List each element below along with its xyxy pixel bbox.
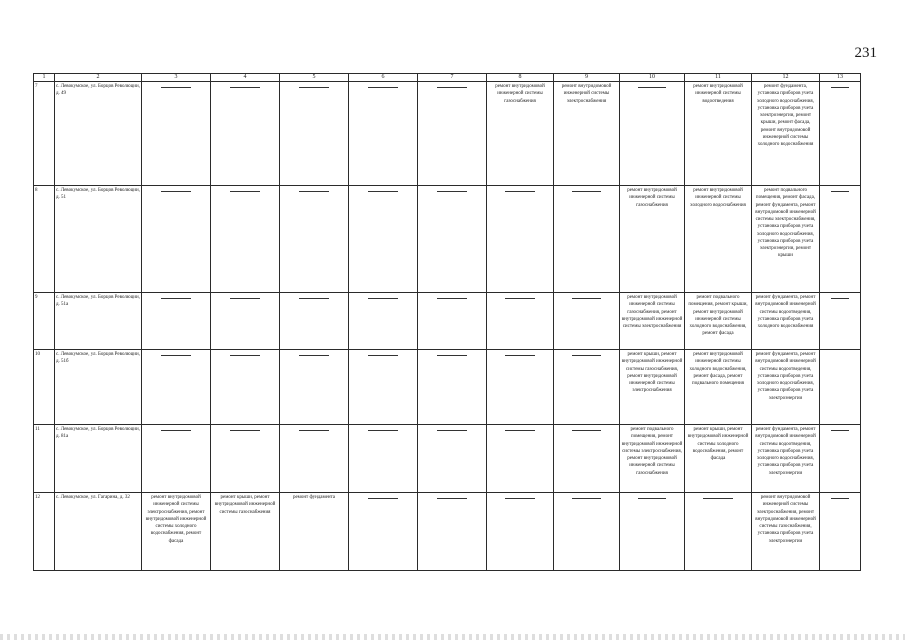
dash-mark (437, 430, 467, 431)
work-cell (620, 186, 685, 293)
cell-text: ремонт внутридомовой инженерной системы газоснабжения, ремонт внутридомовой инженерной системы электроснабжения (621, 295, 683, 329)
cell-text: ремонт фундамента, установка приборов учета холодного водоснабжения, установка приборов учета электроэнергии, ремонт крыши, ремонт фасада, ремонт внутридомовой инженерной системы холодного водоснабжения (757, 84, 814, 147)
cell-text: ремонт крыши, ремонт внутридомовой инженерной системы холодного водоснабжения, ремонт фасада (687, 427, 749, 461)
dash-mark (230, 298, 260, 299)
dash-mark (368, 498, 398, 499)
work-cell (752, 293, 820, 350)
cell-text: 12 (35, 495, 40, 500)
dash-mark (572, 498, 601, 499)
dash-mark (161, 87, 191, 88)
empty-cell (349, 186, 418, 293)
table-row (34, 82, 861, 186)
cell-text: 9 (35, 295, 38, 300)
dash-mark (572, 191, 601, 192)
dash-mark (368, 298, 398, 299)
empty-cell (280, 293, 349, 350)
dash-mark (831, 430, 848, 431)
column-header: 11 (685, 74, 752, 82)
empty-cell (211, 425, 280, 493)
work-cell (752, 186, 820, 293)
empty-cell (554, 186, 620, 293)
empty-cell (418, 350, 487, 425)
work-cell (211, 493, 280, 571)
cell-text: ремонт крыши, ремонт внутридомовой инженерной системы газоснабжения (214, 495, 276, 515)
empty-cell (487, 186, 554, 293)
cell-text: с. Левокумское, ул. Борцов Революции, д. 81а (56, 427, 140, 440)
column-header: 1 (34, 74, 55, 82)
dash-mark (230, 430, 260, 431)
dash-mark (572, 355, 601, 356)
empty-cell (487, 493, 554, 571)
work-cell (620, 425, 685, 493)
cell-text: ремонт фундамента, ремонт внутридомовой инженерной системы водоотведения, установка приборов учета холодного водоснабжения, установка приборов учета электроэнергии (755, 352, 816, 401)
cell-text: ремонт крыши, ремонт внутридомовой инженерной системы газоснабжения, ремонт внутридомовой инженерной системы электроснабжения (621, 352, 683, 394)
empty-cell (820, 82, 861, 186)
work-cell (685, 293, 752, 350)
empty-cell (211, 350, 280, 425)
work-cell (487, 82, 554, 186)
cell-text: ремонт внутридомовой инженерной системы водоотведения (693, 84, 743, 104)
dash-mark (299, 298, 329, 299)
empty-cell (620, 82, 685, 186)
dash-mark (572, 430, 601, 431)
dash-mark (230, 191, 260, 192)
address-cell (55, 425, 142, 493)
empty-cell (349, 425, 418, 493)
column-header: 7 (418, 74, 487, 82)
work-cell (685, 82, 752, 186)
row-number (34, 493, 55, 571)
empty-cell (418, 425, 487, 493)
cell-text: ремонт внутридомовой инженерной системы холодного водоснабжения, ремонт фасада, ремонт подвального помещения (689, 352, 747, 386)
address-cell (55, 293, 142, 350)
dash-mark (437, 298, 467, 299)
dash-mark (831, 298, 848, 299)
cell-text: ремонт внутридомовой инженерной системы электроснабжения, ремонт внутридомовой инженерной системы газоснабжения, установка приборов учета электроэнергии (755, 495, 816, 544)
table-row (34, 493, 861, 571)
dash-mark (505, 430, 534, 431)
empty-cell (487, 350, 554, 425)
dash-mark (299, 87, 329, 88)
empty-cell (554, 425, 620, 493)
column-header: 12 (752, 74, 820, 82)
work-cell (280, 493, 349, 571)
repair-schedule-table (33, 73, 861, 571)
dash-mark (368, 191, 398, 192)
dash-mark (638, 498, 667, 499)
page-number: 231 (854, 45, 877, 61)
cell-text: с. Левокумское, ул. Гагарина, д. 32 (56, 495, 130, 500)
empty-cell (820, 493, 861, 571)
address-cell (55, 82, 142, 186)
empty-cell (142, 425, 211, 493)
cell-text: ремонт внутридомовой инженерной системы газоснабжения (495, 84, 545, 104)
empty-cell (487, 293, 554, 350)
empty-cell (554, 493, 620, 571)
column-header: 10 (620, 74, 685, 82)
empty-cell (280, 186, 349, 293)
row-number (34, 186, 55, 293)
cell-text: ремонт внутридомовой инженерной системы электроснабжения, ремонт внутридомовой инженерной системы холодного водоснабжения, ремонт фасада (145, 495, 207, 544)
dash-mark (831, 498, 848, 499)
empty-cell (418, 293, 487, 350)
table-row (34, 425, 861, 493)
dash-mark (230, 355, 260, 356)
dash-mark (368, 87, 398, 88)
empty-cell (620, 493, 685, 571)
work-cell (685, 186, 752, 293)
row-number (34, 293, 55, 350)
row-number (34, 350, 55, 425)
cell-text: 10 (35, 352, 40, 357)
empty-cell (280, 425, 349, 493)
dash-mark (505, 498, 534, 499)
empty-cell (349, 82, 418, 186)
dash-mark (703, 498, 732, 499)
cell-text: с. Левокумское, ул. Борцов Революции, д. 51 (56, 188, 140, 201)
dash-mark (831, 87, 848, 88)
column-header: 6 (349, 74, 418, 82)
empty-cell (280, 82, 349, 186)
cell-text: ремонт фундамента, ремонт внутридомовой инженерной системы водоотведения, установка приборов учета холодного водоснабжения, установка приборов учета электроэнергии (755, 427, 816, 476)
dash-mark (638, 87, 667, 88)
empty-cell (418, 82, 487, 186)
cell-text: ремонт внутридомовой инженерной системы электроснабжения (561, 84, 612, 104)
address-cell (55, 186, 142, 293)
dash-mark (437, 498, 467, 499)
cell-text: 11 (35, 427, 40, 432)
work-cell (620, 350, 685, 425)
dash-mark (368, 430, 398, 431)
empty-cell (142, 82, 211, 186)
column-header: 9 (554, 74, 620, 82)
dash-mark (161, 191, 191, 192)
cell-text: ремонт фундамента (292, 495, 336, 500)
dash-mark (161, 430, 191, 431)
cell-text: с. Левокумское, ул. Борцов Революции, д. 51б (56, 352, 140, 365)
work-cell (554, 82, 620, 186)
empty-cell (349, 350, 418, 425)
dash-mark (437, 87, 467, 88)
column-header: 5 (280, 74, 349, 82)
empty-cell (487, 425, 554, 493)
cell-text: ремонт внутридомовой инженерной системы холодного водоснабжения (690, 188, 746, 208)
address-cell (55, 493, 142, 571)
dash-mark (299, 191, 329, 192)
dash-mark (505, 298, 534, 299)
dash-mark (368, 355, 398, 356)
column-header: 2 (55, 74, 142, 82)
column-number-row (34, 74, 861, 82)
dash-mark (299, 430, 329, 431)
empty-cell (211, 293, 280, 350)
empty-cell (211, 82, 280, 186)
table-row (34, 350, 861, 425)
empty-cell (211, 186, 280, 293)
column-header: 4 (211, 74, 280, 82)
empty-cell (280, 350, 349, 425)
work-cell (752, 82, 820, 186)
address-cell (55, 350, 142, 425)
empty-cell (418, 186, 487, 293)
table-row (34, 186, 861, 293)
empty-cell (820, 425, 861, 493)
empty-cell (418, 493, 487, 571)
cell-text: ремонт фундамента, ремонт внутридомовой инженерной системы водоотведения, установка приборов учета холодного водоснабжения (755, 295, 816, 329)
work-cell (685, 350, 752, 425)
cell-text: ремонт внутридомовой инженерной системы газоснабжения (627, 188, 677, 208)
empty-cell (685, 493, 752, 571)
cell-text: с. Левокумское, ул. Борцов Революции, д. 51а (56, 295, 140, 308)
scan-artifact (0, 634, 905, 640)
row-number (34, 425, 55, 493)
cell-text: ремонт подвального помещения, ремонт фасада, ремонт фундамента, ремонт внутридомовой инженерной системы электроснабжения, установка приборов учета холодного водоснабжения, установка приборов учета электроэнергии, ремонт крыши (755, 188, 816, 259)
empty-cell (142, 350, 211, 425)
dash-mark (161, 298, 191, 299)
empty-cell (142, 186, 211, 293)
dash-mark (161, 355, 191, 356)
cell-text: с. Левокумское, ул. Борцов Революции, д. 49 (56, 84, 140, 97)
empty-cell (349, 293, 418, 350)
dash-mark (230, 87, 260, 88)
empty-cell (554, 293, 620, 350)
work-cell (820, 350, 861, 425)
dash-mark (299, 355, 329, 356)
work-cell (752, 425, 820, 493)
empty-cell (349, 493, 418, 571)
dash-mark (505, 191, 534, 192)
cell-text: ремонт подвального помещения, ремонт крыши, ремонт внутридомовой инженерной системы холодного водоснабжения, ремонт фасада (688, 295, 748, 337)
dash-mark (831, 191, 848, 192)
row-number (34, 82, 55, 186)
work-cell (752, 493, 820, 571)
column-header: 3 (142, 74, 211, 82)
empty-cell (820, 186, 861, 293)
work-cell (752, 350, 820, 425)
dash-mark (437, 355, 467, 356)
empty-cell (820, 293, 861, 350)
work-cell (685, 425, 752, 493)
cell-text: 7 (35, 84, 38, 89)
cell-text: ремонт подвального помещения, ремонт внутридомовой инженерной системы электроснабжения, ремонт внутридомовой инженерной системы газоснабжения (621, 427, 683, 476)
table-row (34, 293, 861, 350)
work-cell (620, 293, 685, 350)
empty-cell (554, 350, 620, 425)
dash-mark (572, 298, 601, 299)
empty-cell (142, 293, 211, 350)
cell-text: 8 (35, 188, 38, 193)
work-cell (142, 493, 211, 571)
dash-mark (505, 355, 534, 356)
dash-mark (437, 191, 467, 192)
column-header: 8 (487, 74, 554, 82)
column-header: 13 (820, 74, 861, 82)
